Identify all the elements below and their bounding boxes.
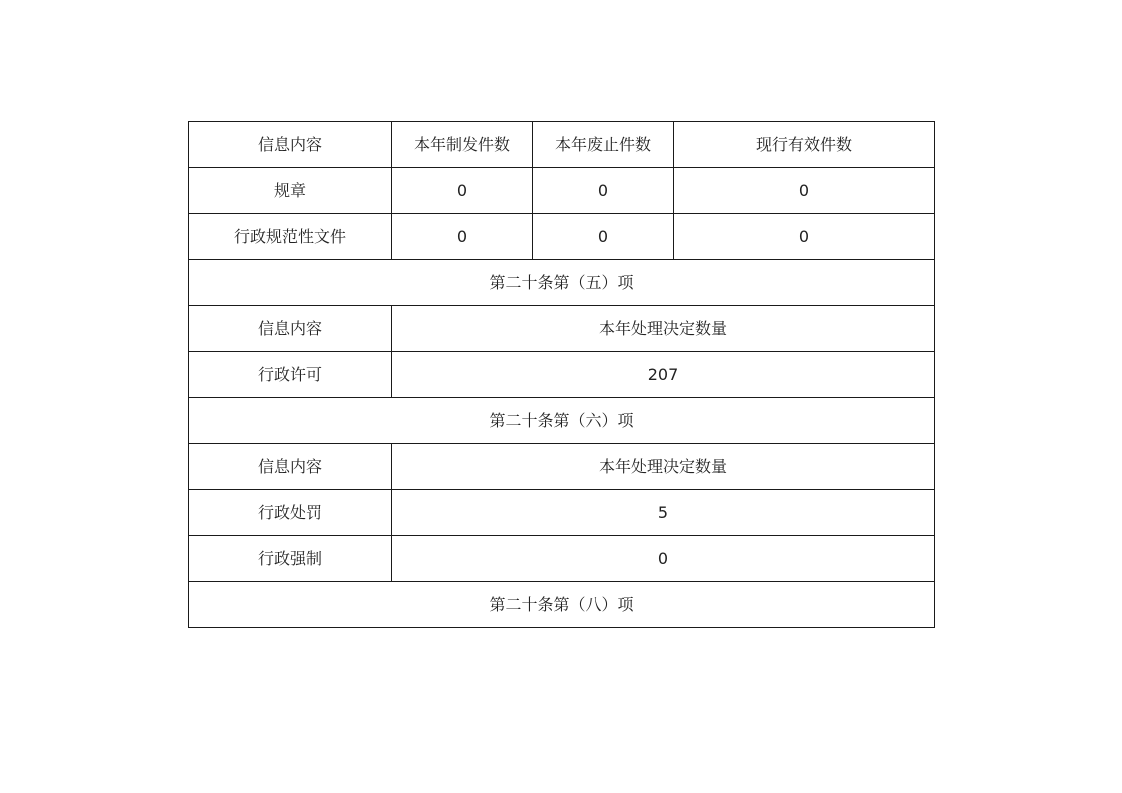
valid-value: 0: [674, 168, 935, 214]
issued-value: 0: [392, 214, 533, 260]
section-8-title: 第二十条第（八）项: [189, 582, 935, 628]
decision-count-value: 5: [392, 490, 935, 536]
issued-value: 0: [392, 168, 533, 214]
section-5-title: 第二十条第（五）项: [189, 260, 935, 306]
section-title-row: [189, 582, 935, 628]
section-6-title: 第二十条第（六）项: [189, 398, 935, 444]
row-label: 行政许可: [189, 352, 392, 398]
section-5-header-right: 本年处理决定数量: [392, 306, 935, 352]
section-header-row: [189, 306, 935, 352]
decision-count-value: 0: [392, 536, 935, 582]
abolished-value: 0: [533, 168, 674, 214]
section-6-header-right: 本年处理决定数量: [392, 444, 935, 490]
section-title-row: [189, 398, 935, 444]
disclosure-table: [188, 121, 935, 628]
table-header-row: [189, 122, 935, 168]
table-row: [189, 352, 935, 398]
section-5-header-left: 信息内容: [189, 306, 392, 352]
section-title-row: [189, 260, 935, 306]
table-row: [189, 168, 935, 214]
row-label: 规章: [189, 168, 392, 214]
table-row: [189, 536, 935, 582]
header-abolished-count: 本年废止件数: [533, 122, 674, 168]
header-valid-count: 现行有效件数: [674, 122, 935, 168]
table-row: [189, 490, 935, 536]
row-label: 行政强制: [189, 536, 392, 582]
table-row: [189, 214, 935, 260]
abolished-value: 0: [533, 214, 674, 260]
header-info-content: 信息内容: [189, 122, 392, 168]
header-issued-count: 本年制发件数: [392, 122, 533, 168]
decision-count-value: 207: [392, 352, 935, 398]
row-label: 行政处罚: [189, 490, 392, 536]
valid-value: 0: [674, 214, 935, 260]
section-header-row: [189, 444, 935, 490]
row-label: 行政规范性文件: [189, 214, 392, 260]
section-6-header-left: 信息内容: [189, 444, 392, 490]
